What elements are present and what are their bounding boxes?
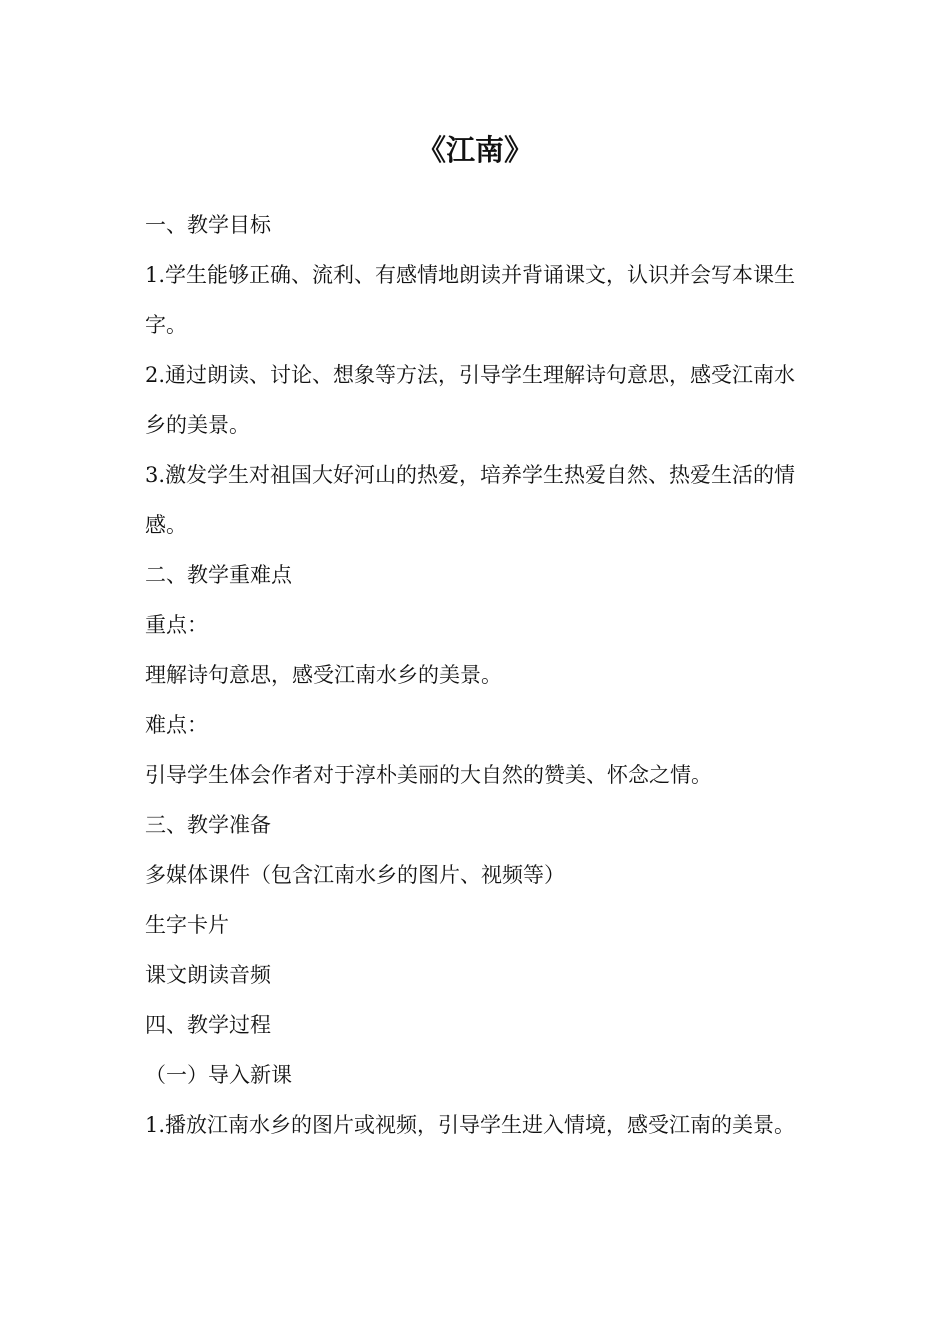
preparation-item-courseware: 多媒体课件（包含江南水乡的图片、视频等） (145, 863, 565, 887)
preparation-item-audio: 课文朗读音频 (145, 963, 271, 987)
objective-item-1: 1.学生能够正确、流利、有感情地朗读并背诵课文，认识并会写本课生字。 (145, 263, 796, 337)
section-heading-process: 四、教学过程 (145, 1013, 271, 1037)
subsection-heading-intro: （一）导入新课 (145, 1063, 292, 1087)
section-heading-objectives: 一、教学目标 (145, 213, 271, 237)
preparation-item-cards: 生字卡片 (145, 913, 229, 937)
key-point-label: 重点： (145, 613, 208, 637)
document-title: 《江南》 (416, 133, 533, 167)
section-heading-preparation: 三、教学准备 (145, 813, 271, 837)
difficulty-text: 引导学生体会作者对于淳朴美丽的大自然的赞美、怀念之情。 (145, 763, 712, 787)
objective-item-2: 2.通过朗读、讨论、想象等方法，引导学生理解诗句意思，感受江南水乡的美景。 (145, 363, 796, 437)
process-step-1: 1.播放江南水乡的图片或视频，引导学生进入情境，感受江南的美景。 (145, 1113, 796, 1137)
key-point-text: 理解诗句意思，感受江南水乡的美景。 (145, 663, 502, 687)
document-body (145, 200, 810, 1150)
objective-item-3: 3.激发学生对祖国大好河山的热爱，培养学生热爱自然、热爱生活的情感。 (145, 463, 796, 537)
section-heading-key-points: 二、教学重难点 (145, 563, 292, 587)
difficulty-label: 难点： (145, 713, 208, 737)
